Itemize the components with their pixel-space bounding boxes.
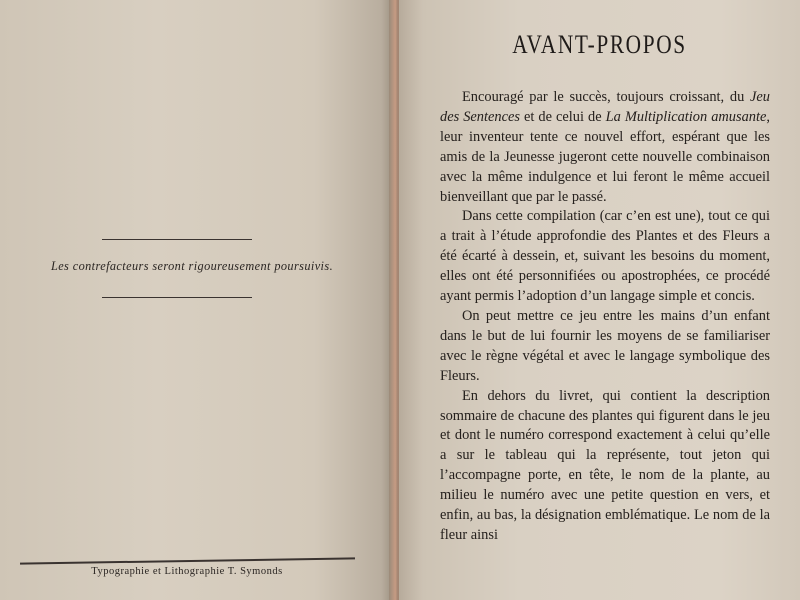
page-title: AVANT-PROPOS [512,30,687,59]
paragraph-text: On peut mettre ce jeu entre les mains d’un enfant dans le but de lui fournir les moyens de se familiariser avec le règne végétal et avec le langage symbolique des Fleurs. [440,307,770,384]
foreword-paragraph [440,387,770,546]
bottom-rule [102,297,252,298]
foreword-paragraph [440,307,770,387]
paragraph-text: , leur inventeur tente ce nouvel effort, espérant que les amis de la Jeunesse jugeront cette nouvelle combinaison avec la même indulgence et lui feront le même accueil bienveillant que par le passé. [440,108,770,205]
paragraph-text: Encouragé par le succès, toujours croissant, du [462,89,751,105]
counterfeit-notice: Les contrefacteurs seront rigoureusement poursuivis. [50,259,334,273]
foreword-paragraph [440,88,770,207]
foreword-body [440,88,770,546]
paragraph-text: et de celui de [519,108,606,125]
printer-imprint: Typographie et Lithographie T. Symonds [91,566,283,577]
top-rule [102,239,252,240]
italic-title-text: Jeu des Sentences [440,89,770,125]
left-page [0,0,393,600]
imprint-rule [20,557,355,564]
paragraph-text: Dans cette compilation (car c’en est une), tout ce qui a trait à l’étude approfondie des Plantes et des Fleurs a été écarté à dessein, et, suivant les besoins du moment, elles ont été personnifiées ou apostrophées, ce procédé ayant permis l’adoption d’un langage simple et concis. [440,208,770,305]
italic-title-text: La Multiplication amusante [605,108,767,125]
foreword-paragraph [440,207,770,307]
paragraph-text: En dehors du livret, qui contient la description sommaire de chacune des plantes qui figurent dans le jeu et dont le numéro correspond exactement à celui qu’elle a sur le tableau qui la représente, tout jeton qui l’accompagne porte, en tête, le nom de la plante, au milieu le numéro avec une petite question en vers, et enfin, au bas, la désignation emblématique. Le nom de la fleur ainsi [440,387,770,543]
